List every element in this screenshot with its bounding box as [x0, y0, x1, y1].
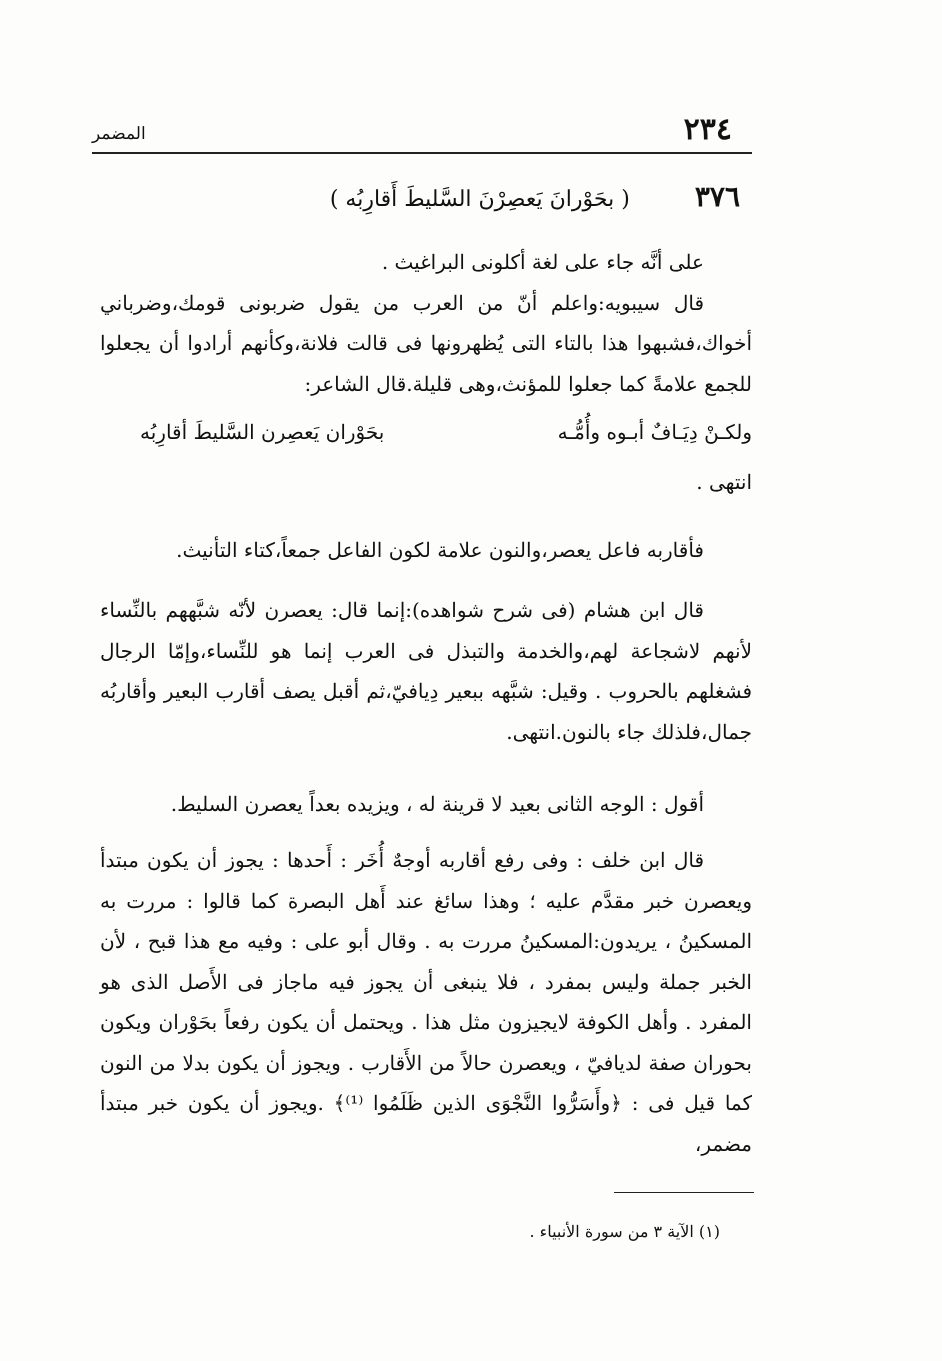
verse-number: ٣٧٦ — [694, 180, 740, 213]
poem-first-hemistich: ولكـنْ دِيَـافٌ أبـوه وأُمُّـه — [557, 420, 752, 444]
commentary-paragraph-1 — [100, 530, 752, 571]
poem-second-hemistich: بحَوْران يَعصِرن السَّليطَ أقارِبُه — [140, 420, 385, 444]
body-paragraph: أقول : الوجه الثانى بعيد لا قرينة له ، ويزيده بعداً يعصرن السليط. — [170, 792, 704, 816]
intro-paragraph: على أنَّه جاء على لغة أكلونى البراغيث . — [381, 250, 704, 274]
commentary-paragraph-3 — [100, 784, 752, 825]
intro-block — [100, 242, 752, 404]
footnote-rule — [614, 1192, 754, 1193]
running-head — [92, 112, 752, 152]
sibawayh-paragraph: قال سيبويه:واعلم أنّ من العرب من يقول ضربونى قومك،وضرباني أخواك،فشبهوا هذا بالتاء التى يُظهرونها فى قالت فلانة،وكأنهم أرادوا أن يجعلوا للجمع علامةً كما جعلوا للمؤنث،وهى قليلة.قال الشاعر: — [100, 290, 752, 396]
poem-end-note: انتهى . — [696, 470, 752, 494]
footnote: (١) الآية ٣ من سورة الأنبياء . — [529, 1222, 720, 1241]
verse-text: ( بحَوْرانَ يَعصِرْنَ السَّليطَ أَقارِبُه ) — [329, 187, 630, 212]
commentary-paragraph-2 — [100, 590, 752, 752]
header-rule — [92, 152, 752, 154]
body-paragraph: قال ابن هشام (فى شرح شواهده):إنما قال: يعصرن لأنّه شبَّههم بالنِّساء لأنهم لاشجاعة لهم،والخدمة والتبذل فى العرب إنما هو للنِّساء،وإمّا الرجال فشغلهم بالحروب . وقيل: شبَّهه ببعير دِيافيّ،ثم أقبل يصف أقارب البعير وأقاربُه جمال،فلذلك جاء بالنون.انتهى. — [100, 598, 752, 744]
poem-line — [140, 420, 752, 464]
commentary-paragraph-4 — [100, 840, 752, 1164]
verse-heading — [140, 180, 740, 226]
chapter-title: المضمر — [92, 124, 146, 144]
body-paragraph: قال ابن خلف : وفى رفع أقاربه أوجهٌ أُخَر : أَحدها : يجوز أن يكون مبتدأ ويعصرن خبر مقدَّم عليه ؛ وهذا سائغ عند أَهل البصرة كما قالوا : مررت به المسكينُ ، يريدون:المسكينُ مررت به . وقال أبو على : وفيه مع هذا قبح ، لأن الخبر جملة وليس بمفرد ، فلا ينبغى أن يجوز فيه ماجاز فى الأَصل الذى هو المفرد . وأهل الكوفة لايجيزون مثل هذا . ويحتمل أن يكون رفعاً بحَوْران ويكون بحوران صفة لديافيّ ، ويعصرن حالاً من الأَقارب . ويجوز أن يكون بدلا من النون كما قيل فى : ﴿وأَسَرُّوا النَّجْوَى الذين ظَلَمُوا ⁽¹⁾﴾ .ويجوز أن يكون خبر مبتدأ مضمر، — [100, 848, 752, 1156]
body-paragraph: فأقاربه فاعل يعصر،والنون علامة لكون الفاعل جمعاً،كتاء التأنيث. — [176, 538, 704, 562]
page-number: ٢٣٤ — [683, 112, 732, 147]
